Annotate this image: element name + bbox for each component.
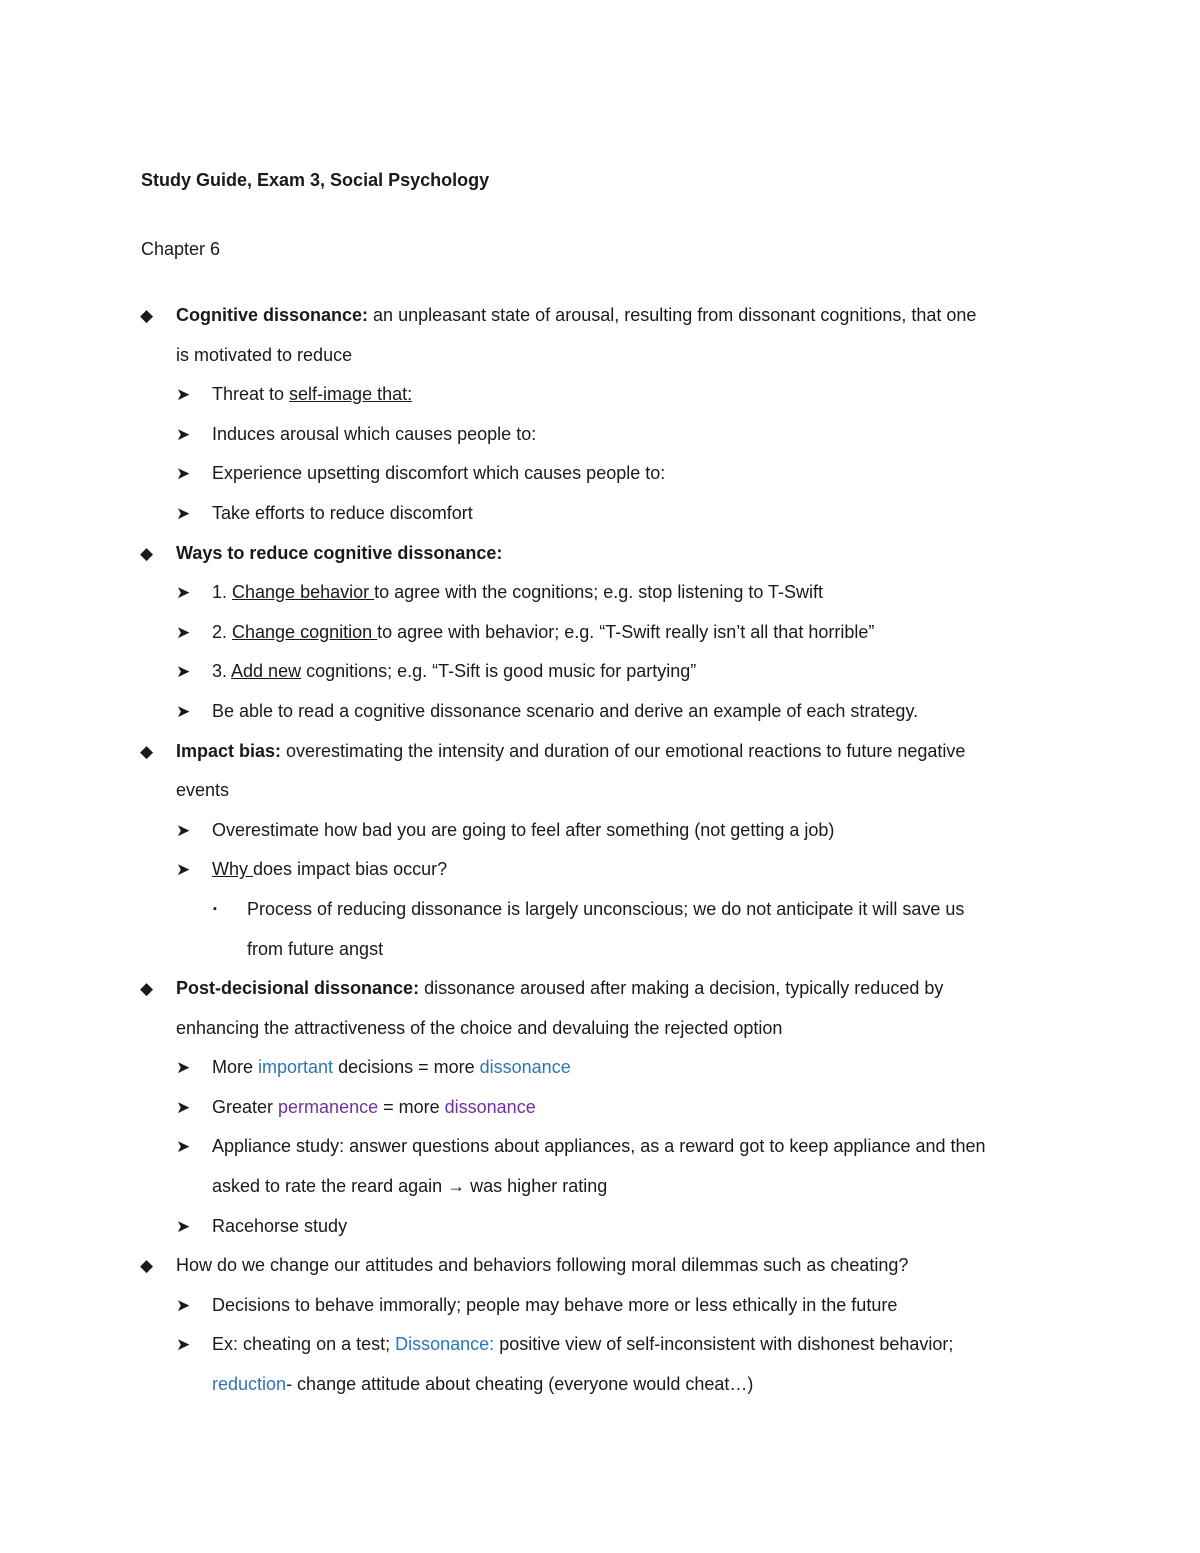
sub-item-text: = more xyxy=(378,1096,445,1117)
sub-item xyxy=(0,454,1200,494)
arrow-bullet-icon: ➤ xyxy=(176,1097,191,1117)
term-definition-continued: is motivated to reduce xyxy=(176,344,353,365)
list-item-post-decisional-dissonance xyxy=(0,969,1200,1048)
sub-item-number: 2. xyxy=(212,621,233,642)
sub-item-text: Threat to xyxy=(212,384,290,405)
sub-item xyxy=(0,652,1200,692)
sub-item-text: decisions = more xyxy=(333,1057,480,1078)
sub-item-text: Induces arousal which causes people to: xyxy=(212,423,537,444)
sub-item xyxy=(0,1286,1200,1326)
sub-item xyxy=(0,375,1200,415)
sub-item-text: Racehorse study xyxy=(212,1215,348,1236)
sub-item-number: 1. xyxy=(212,582,233,603)
square-bullet-icon: ▪ xyxy=(213,902,217,915)
diamond-bullet-icon: ◆ xyxy=(140,741,154,761)
detail-item xyxy=(0,890,1200,969)
term-label: Impact bias: xyxy=(176,740,282,761)
sub-item xyxy=(0,1207,1200,1247)
sub-item xyxy=(0,415,1200,455)
arrow-bullet-icon: ➤ xyxy=(176,622,191,642)
sub-item xyxy=(0,573,1200,613)
sub-item-text: does impact bias occur? xyxy=(253,859,448,880)
detail-item-text: Process of reducing dissonance is largely unconscious; we do not anticipate it will save us xyxy=(247,898,965,919)
sub-item-text: to agree with the cognitions; e.g. stop listening to T-Swift xyxy=(374,582,824,603)
right-arrow-icon: → xyxy=(447,1176,466,1197)
list-item-ways-to-reduce xyxy=(0,534,1200,574)
arrow-bullet-icon: ➤ xyxy=(176,385,191,405)
document-title: Study Guide, Exam 3, Social Psychology xyxy=(141,170,490,190)
underlined-phrase: Change behavior xyxy=(232,582,375,603)
sub-item-text: asked to rate the reard again xyxy=(212,1176,448,1197)
highlighted-word: dissonance xyxy=(479,1057,571,1078)
list-item-impact-bias xyxy=(0,732,1200,811)
sub-item-text: - change attitude about cheating (everyone would cheat…) xyxy=(286,1374,754,1395)
underlined-phrase: Change cognition xyxy=(232,621,378,642)
underlined-phrase: Why xyxy=(212,859,254,880)
sub-item xyxy=(0,1048,1200,1088)
sub-item xyxy=(0,850,1200,890)
question-text: How do we change our attitudes and behaviors following moral dilemmas such as cheating? xyxy=(176,1255,909,1276)
arrow-bullet-icon: ➤ xyxy=(176,1137,191,1157)
list-item-cognitive-dissonance xyxy=(0,296,1200,375)
sub-item-text: Take efforts to reduce discomfort xyxy=(212,502,473,523)
sub-item-text: Overestimate how bad you are going to feel after something (not getting a job) xyxy=(212,819,835,840)
arrow-bullet-icon: ➤ xyxy=(176,662,191,682)
list-item-moral-dilemmas xyxy=(0,1246,1200,1286)
highlighted-word: permanence xyxy=(278,1096,379,1117)
sub-item-text: Experience upsetting discomfort which causes people to: xyxy=(212,463,666,484)
sub-item-text-continued xyxy=(212,1365,1200,1405)
arrow-bullet-icon: ➤ xyxy=(176,1058,191,1078)
detail-item-text-continued: from future angst xyxy=(247,938,384,959)
arrow-bullet-icon: ➤ xyxy=(176,820,191,840)
term-definition: overestimating the intensity and duration of our emotional reactions to future negative xyxy=(281,740,966,761)
diamond-bullet-icon: ◆ xyxy=(140,543,154,563)
sub-item xyxy=(0,1325,1200,1404)
sub-item-text: positive view of self-inconsistent with dishonest behavior; xyxy=(494,1334,954,1355)
arrow-bullet-icon: ➤ xyxy=(176,1295,191,1315)
arrow-bullet-icon: ➤ xyxy=(176,424,191,444)
highlighted-word: Dissonance: xyxy=(395,1334,495,1355)
sub-item-text: More xyxy=(212,1057,259,1078)
sub-item-text: Appliance study: answer questions about appliances, as a reward got to keep appliance and then xyxy=(212,1136,986,1157)
arrow-bullet-icon: ➤ xyxy=(176,701,191,721)
arrow-bullet-icon: ➤ xyxy=(176,1335,191,1355)
sub-item xyxy=(0,613,1200,653)
sub-item-text: was higher rating xyxy=(465,1176,608,1197)
sub-item xyxy=(0,1088,1200,1128)
sub-item-text: Decisions to behave immorally; people may behave more or less ethically in the future xyxy=(212,1294,898,1315)
term-label: Post-decisional dissonance: xyxy=(176,978,420,999)
arrow-bullet-icon: ➤ xyxy=(176,503,191,523)
sub-item xyxy=(0,494,1200,534)
sub-item-text: Greater xyxy=(212,1096,279,1117)
term-definition-continued: events xyxy=(176,780,230,801)
sub-item xyxy=(0,811,1200,851)
section-heading: Ways to reduce cognitive dissonance: xyxy=(176,542,503,563)
diamond-bullet-icon: ◆ xyxy=(140,979,154,999)
term-definition: an unpleasant state of arousal, resulting from dissonant cognitions, that one xyxy=(368,305,977,325)
arrow-bullet-icon: ➤ xyxy=(176,464,191,484)
term-definition: dissonance aroused after making a decision, typically reduced by xyxy=(419,978,944,999)
chapter-heading: Chapter 6 xyxy=(141,239,221,259)
underlined-phrase: Add new xyxy=(231,661,302,682)
term-definition-continued: enhancing the attractiveness of the choice and devaluing the rejected option xyxy=(176,1017,783,1038)
diamond-bullet-icon: ◆ xyxy=(140,306,154,325)
sub-item-number: 3. xyxy=(212,661,232,682)
term-label: Cognitive dissonance: xyxy=(176,305,369,325)
highlighted-word: dissonance xyxy=(444,1096,536,1117)
sub-item xyxy=(0,692,1200,732)
diamond-bullet-icon: ◆ xyxy=(140,1256,154,1276)
bullet-list xyxy=(0,296,1200,1405)
underlined-phrase: self-image that: xyxy=(289,384,413,405)
arrow-bullet-icon: ➤ xyxy=(176,583,191,603)
sub-item-text: Ex: cheating on a test; xyxy=(212,1334,396,1355)
sub-item xyxy=(0,1127,1200,1206)
sub-item-text: cognitions; e.g. “T-Sift is good music for partying” xyxy=(301,661,697,682)
sub-item-text: to agree with behavior; e.g. “T-Swift really isn’t all that horrible” xyxy=(377,621,875,642)
arrow-bullet-icon: ➤ xyxy=(176,1216,191,1236)
highlighted-word: reduction xyxy=(212,1374,287,1395)
sub-item-text: Be able to read a cognitive dissonance scenario and derive an example of each strategy. xyxy=(212,700,919,721)
arrow-bullet-icon: ➤ xyxy=(176,860,191,880)
highlighted-word: important xyxy=(258,1057,334,1078)
sub-item-text-continued xyxy=(212,1167,1200,1207)
